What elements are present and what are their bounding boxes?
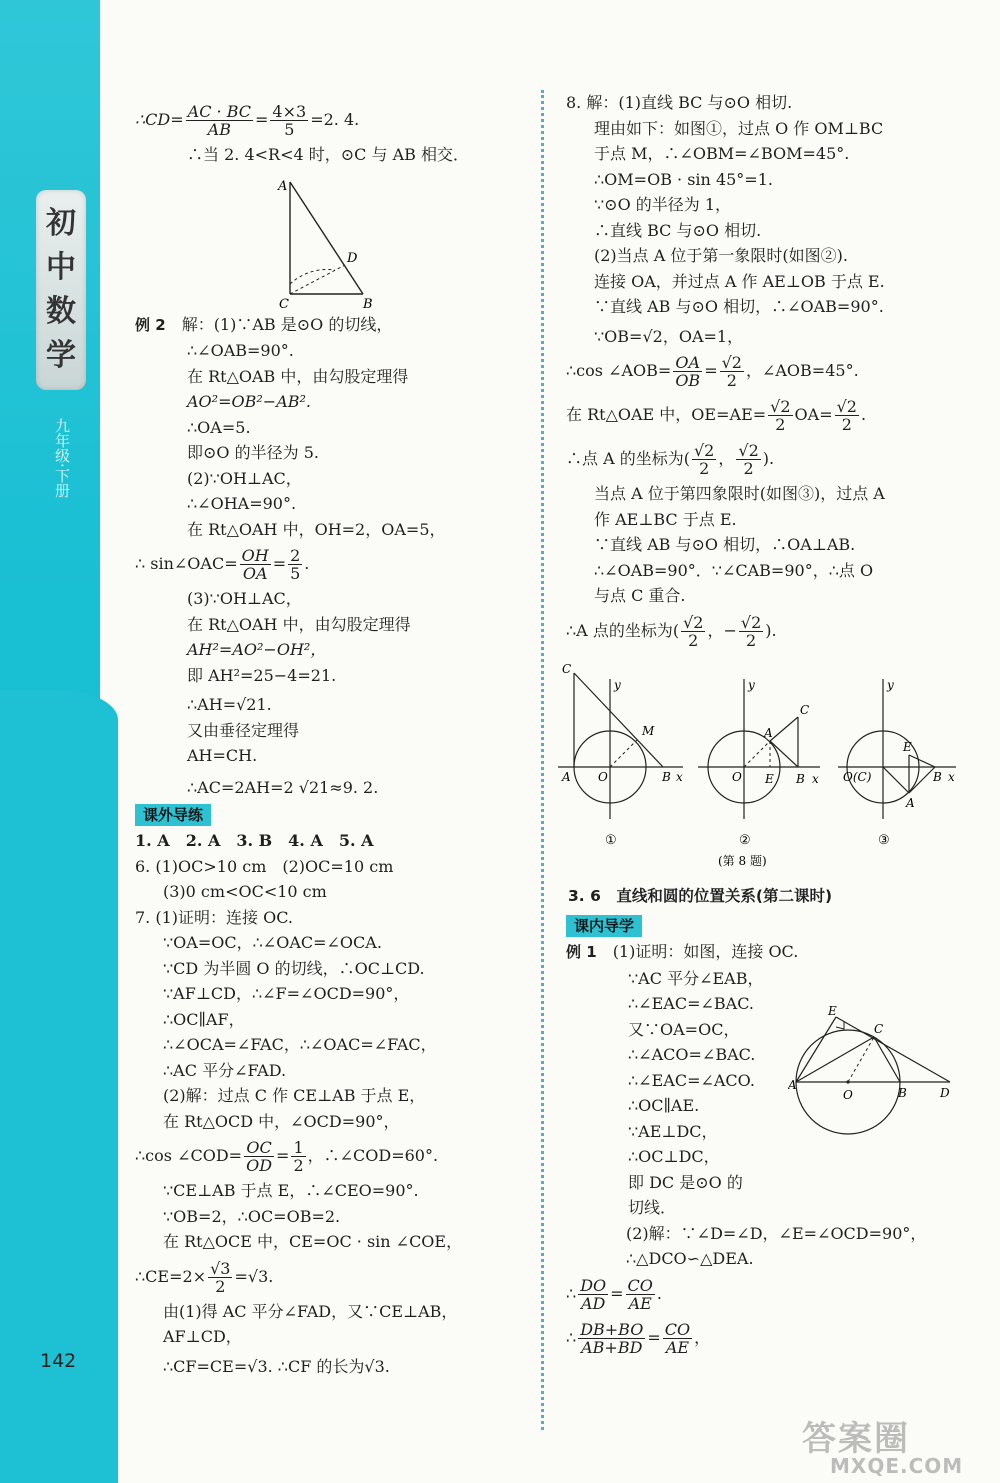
section-tag: 课内导学 (566, 911, 966, 939)
text-line: ∴OC∥AF， (163, 1009, 245, 1029)
book-title-char: 初 (46, 206, 76, 241)
answer-line: (3)0 cm<OC<10 cm (163, 882, 327, 901)
text-line: ∴当 2. 4<R<4 时，⊙C 与 AB 相交． (187, 145, 469, 164)
fig-label: B (796, 771, 805, 786)
figure-q8-3 (838, 678, 956, 848)
fig-label: E (903, 739, 912, 754)
fig-caption: (第 8 题) (718, 853, 767, 868)
fig-label: C (562, 661, 572, 676)
text-line: ∴cos ∠COD= $\frac{OC}{OD}$ = $\frac{1}{2}$ ，∴∠COD=60°. (135, 1138, 439, 1175)
text-line: ∴AC 平分∠FAD. (163, 1060, 287, 1080)
text-line: AH=CH. (187, 746, 258, 765)
section-title: 3. 6 直线和圆的位置关系(第二课时) (568, 886, 833, 905)
text-line: ∴OA=5. (187, 417, 251, 437)
text-line: ∴OC⊥DC， (628, 1147, 720, 1166)
text-line: AO²=OB²−AB². (187, 392, 311, 411)
fig-number: ① (605, 832, 617, 848)
text-line: 8. 解：(1)直线 BC 与⊙O 相切. (566, 93, 793, 112)
fig-label: B (898, 1086, 907, 1100)
fig-label: B (933, 769, 942, 784)
fig-label: C (874, 1022, 884, 1036)
fig-label: C (800, 702, 810, 717)
text-line: ∵AF⊥CD，∴∠F=∠OCD=90°， (163, 984, 410, 1003)
text-line: 由(1)得 AC 平分∠FAD，又∵CE⊥AB， (163, 1301, 458, 1321)
column-divider (541, 90, 544, 1430)
fig-label: O (843, 1088, 853, 1102)
text-line: ∴∠EAC=∠ACO. (628, 1070, 755, 1090)
text-line: ∴直线 BC 与⊙O 相切. (594, 220, 762, 240)
answer-line: 1. A 2. A 3. B 4. A 5. A (135, 831, 374, 850)
fig-label: B (363, 296, 373, 312)
text-line: 7. (1)证明：连接 OC. (135, 907, 293, 927)
figure-q8-1 (558, 662, 683, 848)
text-line: (2)∵OH⊥AC， (187, 468, 302, 488)
text-line: 即 AH²=25−4=21. (187, 665, 337, 685)
text-line: ∵CE⊥AB 于点 E，∴∠CEO=90°. (163, 1181, 419, 1200)
fig-label: x (812, 771, 819, 786)
watermark-logo (802, 1411, 992, 1478)
figure-q8-2 (698, 678, 820, 848)
sidebar-band (0, 0, 100, 1483)
text-line: ∴OC∥AE. (628, 1096, 700, 1115)
text-line: ∴∠ACO=∠BAC. (628, 1045, 756, 1064)
text-line: ∵AC 平分∠EAB， (628, 968, 764, 988)
text-line: ∵OA=OC，∴∠OAC=∠OCA. (163, 933, 382, 952)
text-line: ∴ $\frac{DO}{AD}$ = $\frac{CO}{AE}$ . (566, 1275, 662, 1313)
fig-label: A (788, 1078, 797, 1092)
fig-label: C (279, 296, 289, 312)
text-line: ∴∠EAC=∠BAC. (628, 994, 754, 1013)
text-line: ∴OM=OB · sin 45°=1. (594, 169, 773, 189)
text-line: 于点 M，∴∠OBM=∠BOM=45°. (594, 144, 850, 163)
text-line: ∴AC=2AH=2 √21≈9. 2. (187, 777, 379, 797)
page-number: 142 (40, 1350, 77, 1372)
fig-label: x (948, 769, 955, 784)
text-line: ∵直线 AB 与⊙O 相切，∴OA⊥AB. (594, 535, 856, 554)
text-line: ∴AH=√21. (187, 695, 272, 714)
fig-label: A (278, 178, 288, 194)
book-title-char: 数 (46, 294, 76, 329)
text-line: 即⊙O 的半径为 5. (187, 443, 319, 462)
fig-label: A (906, 795, 915, 810)
figure-q8 (558, 659, 958, 874)
fig-label: B (662, 769, 671, 784)
text-line: ∴cos ∠AOB= $\frac{OA}{OB}$ = $\frac{√2}{2}$ ，∠AOB=45°. (566, 353, 859, 390)
text-line: ∵直线 AB 与⊙O 相切，∴∠OAB=90°. (594, 297, 884, 316)
text-line: ∴∠OHA=90°. (187, 494, 297, 513)
text-line: 例 1 (1)证明：如图，连接 OC. (566, 942, 799, 961)
watermark-sub: MXQE.COM (830, 1454, 964, 1478)
text-line: (2)解：过点 C 作 CE⊥AB 于点 E， (163, 1086, 426, 1105)
text-line: ∴A 点的坐标为( $\frac{√2}{2}$ ，− $\frac{√2}{2}$ ). (566, 612, 777, 650)
text-line: 又∵OA=OC， (628, 1019, 740, 1039)
fig-label: D (347, 250, 358, 266)
text-line: 在 Rt△OAH 中，由勾股定理得 (187, 614, 411, 634)
text-line: AF⊥CD， (163, 1327, 242, 1346)
fig-label: y (614, 677, 621, 692)
fig-label: E (765, 771, 774, 786)
fig-label: E (828, 1005, 837, 1018)
fig-label: x (676, 769, 683, 784)
text-line: 在 Rt△OAH 中，OH=2，OA=5， (187, 519, 446, 539)
text-line: 与点 C 重合. (594, 586, 686, 605)
left-column (135, 98, 525, 1379)
fig-label: A (562, 769, 571, 784)
text-line: ∴CD= $\frac{AC \cdot BC}{AB}$ = $\frac{4\times 3}{5}$ =2. 4. (135, 102, 360, 139)
text-line: (2)当点 A 位于第一象限时(如图②). (594, 246, 848, 265)
watermark-main: 答案圈 (802, 1419, 910, 1459)
text-line: 连接 OA，并过点 A 作 AE⊥OB 于点 E. (594, 271, 885, 291)
fig-label: O(C) (843, 769, 872, 784)
text-line: (2)解：∵∠D=∠D，∠E=∠OCD=90°， (626, 1223, 927, 1243)
text-line: AH²=AO²−OH²， (187, 640, 327, 659)
book-title (36, 190, 86, 390)
text-line: 切线． (628, 1198, 677, 1217)
text-line: 在 Rt△OCD 中，∠OCD=90°， (163, 1111, 400, 1131)
text-line: ∵OB=2，∴OC=OB=2. (163, 1206, 341, 1226)
fig-label: O (732, 769, 742, 784)
fig-label: y (748, 677, 755, 692)
book-subtitle: 九年级·下册 (53, 418, 71, 498)
right-column (562, 90, 966, 1360)
section-tag: 课外导练 (135, 800, 525, 828)
book-title-char: 中 (46, 250, 76, 285)
fig-label: O (598, 769, 608, 784)
text-line: ∴ $\frac{DB+BO}{AB+BD}$ = $\frac{CO}{AE}$ ， (566, 1319, 711, 1357)
text-line: ∵OB=√2，OA=1， (594, 326, 744, 346)
text-line: 即 DC 是⊙O 的 (628, 1172, 743, 1192)
fig-label: D (940, 1086, 950, 1100)
example-1 (566, 939, 966, 1360)
text-line: ∵⊙O 的半径为 1， (594, 195, 732, 214)
text-line: 在 Rt△OAE 中，OE=AE= $\frac{√2}{2}$ OA= $\frac{√2}{2}$ . (566, 397, 867, 434)
text-line: ∴∠OAB=90°. (187, 341, 294, 360)
text-line: 作 AE⊥BC 于点 E. (594, 509, 737, 529)
fig-label: y (887, 677, 894, 692)
text-line: 在 Rt△OCE 中，CE=OC · sin ∠COE， (163, 1232, 463, 1251)
text-line: 又由垂径定理得 (187, 720, 300, 740)
figure-example-1 (788, 1005, 958, 1135)
text-line: 当点 A 位于第四象限时(如图③)，过点 A (594, 484, 885, 503)
text-line: ∴∠OAB=90°．∵∠CAB=90°，∴点 O (594, 560, 874, 580)
text-line: ∴CE=2× $\frac{√3}{2}$ =√3. (135, 1258, 274, 1296)
fig-number: ③ (878, 832, 890, 848)
text-line: ∵CD 为半圆 O 的切线，∴OC⊥CD. (163, 958, 425, 978)
text-line: ∴CF=CE=√3. ∴CF 的长为√3. (163, 1356, 390, 1376)
text-line: ∴△DCO∽△DEA. (626, 1249, 754, 1268)
fig-label: A (764, 725, 773, 740)
text-line: (3)∵OH⊥AC， (187, 589, 302, 608)
text-line: 例 2 解：(1)∵AB 是⊙O 的切线， (135, 314, 393, 334)
text-line: 理由如下：如图①，过点 O 作 OM⊥BC (594, 118, 884, 138)
text-line: ∵AE⊥DC， (628, 1121, 718, 1141)
fig-label: M (642, 723, 655, 738)
text-line: 在 Rt△OAB 中，由勾股定理得 (187, 366, 409, 386)
fig-number: ② (739, 832, 751, 848)
text-line: ∴ sin∠OAC= $\frac{OH}{OA}$ = $\frac{2}{5}$ . (135, 546, 310, 583)
book-title-char: 学 (46, 338, 76, 373)
text-line: ∴点 A 的坐标为( $\frac{√2}{2}$ ， $\frac{√2}{2}$ ). (566, 441, 775, 478)
answer-line: 6. (1)OC>10 cm (2)OC=10 cm (135, 856, 394, 876)
text-line: ∴∠OCA=∠FAC，∴∠OAC=∠FAC， (163, 1035, 437, 1054)
figure-right-triangle (265, 172, 425, 312)
